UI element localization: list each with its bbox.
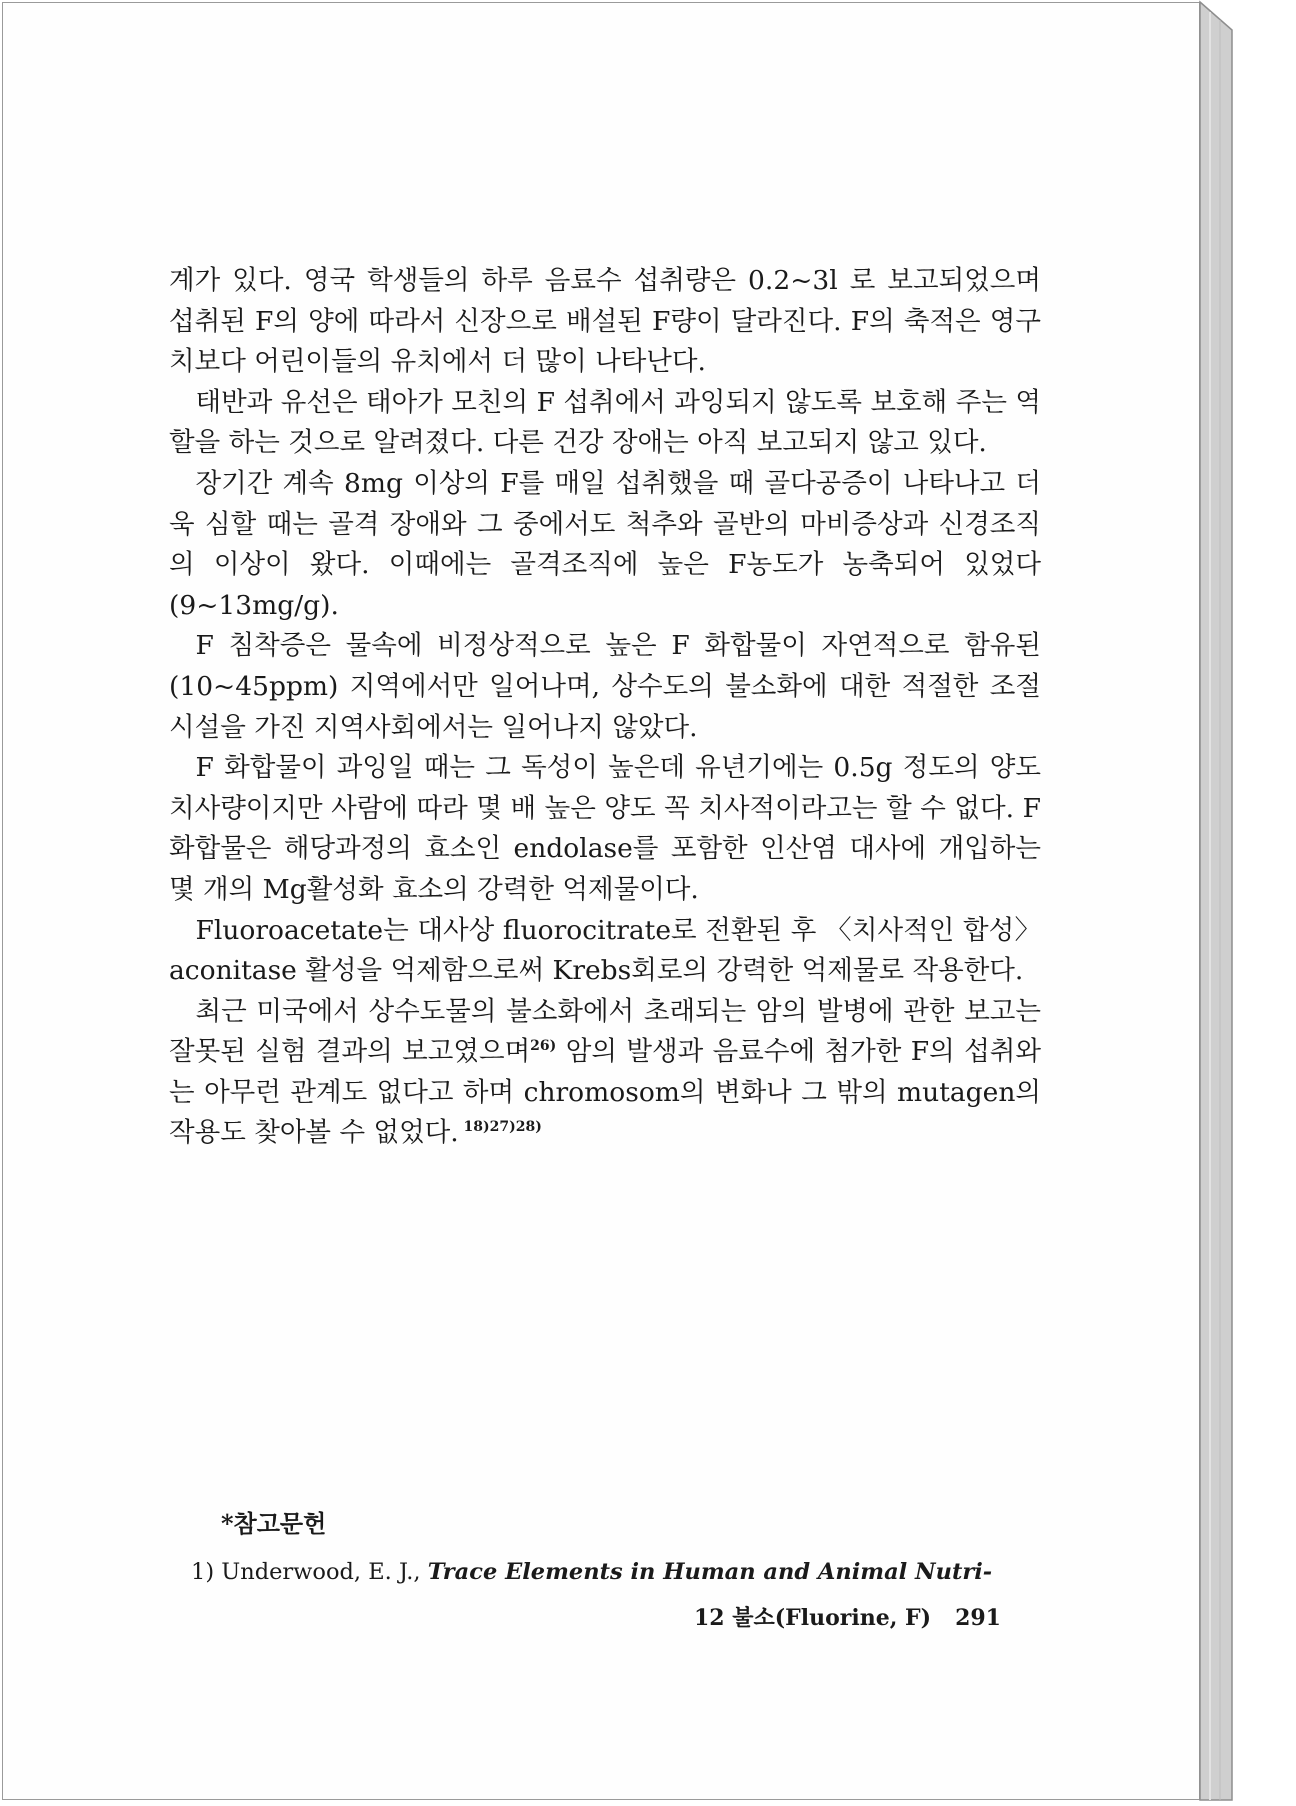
citation-18-27-28: 18)27)28) <box>458 1119 542 1136</box>
reference-1-prefix: 1) Underwood, E. J., <box>191 1559 428 1585</box>
running-head: 12 불소(Fluorine, F) <box>693 1605 932 1631</box>
paragraph-6: Fluoroacetate는 대사상 fluorocitrate로 전환된 후 〈치사적인 합성〉 aconitase 활성을 억제함으로써 Krebs회로의 강력한 억제물로 작용한다. <box>169 914 1041 987</box>
references-heading: *참고문헌 <box>221 1509 327 1538</box>
reference-item-1 <box>191 1555 1071 1589</box>
paragraph-7-part2: 암의 발생과 음료수에 첨가한 F의 섭취와는 아무런 관계도 없다고 하며 chromosom의 변화나 그 밖의 mutagen의 작용도 찾아볼 수 없었다. <box>169 1036 1042 1149</box>
body-text <box>169 261 1041 1154</box>
paragraph-7-part1: 최근 미국에서 상수도물의 불소화에서 초래되는 암의 발병에 관한 보고는 잘못된 실험 결과의 보고였으며 <box>169 995 1041 1068</box>
references-section <box>191 1507 1071 1589</box>
paragraph-1: 계가 있다. 영국 학생들의 하루 음료수 섭취량은 0.2~3l 로 보고되었으며 섭취된 F의 양에 따라서 신장으로 배설된 F량이 달라진다. F의 축적은 영구치보다 어린이들의 유치에서 더 많이 나타난다. <box>169 265 1041 378</box>
page-footer <box>694 1601 1001 1632</box>
reference-1-title: Trace Elements in Human and Animal Nutri- <box>427 1559 993 1585</box>
citation-26: 26) <box>530 1038 557 1055</box>
paragraph-2: 태반과 유선은 태아가 모친의 F 섭취에서 과잉되지 않도록 보호해 주는 역할을 하는 것으로 알려졌다. 다른 건강 장애는 아직 보고되지 않고 있다. <box>169 386 1041 459</box>
paragraph-5: F 화합물이 과잉일 때는 그 독성이 높은데 유년기에는 0.5g 정도의 양도 치사량이지만 사람에 따라 몇 배 높은 양도 꼭 치사적이라고는 할 수 없다. F화합물은 해당과정의 효소인 endolase를 포함한 인산염 대사에 개입하는 몇 개의 Mg활성화 효소의 강력한 억제물이다. <box>169 752 1041 905</box>
book-page <box>2 2 1200 1800</box>
page-number: 291 <box>955 1605 1001 1631</box>
paragraph-4: F 침착증은 물속에 비정상적으로 높은 F 화합물이 자연적으로 함유된(10~45ppm) 지역에서만 일어나며, 상수도의 불소화에 대한 적절한 조절시설을 가진 지역사회에서는 일어나지 않았다. <box>169 630 1041 743</box>
paragraph-7 <box>169 992 1041 1154</box>
page-stack-edge <box>1200 2 1232 1800</box>
paragraph-3: 장기간 계속 8mg 이상의 F를 매일 섭취했을 때 골다공증이 나타나고 더욱 심할 때는 골격 장애와 그 중에서도 척추와 골반의 마비증상과 신경조직의 이상이 왔다. 이때에는 골격조직에 높은 F농도가 농축되어 있었다(9~13mg/g). <box>169 467 1041 621</box>
